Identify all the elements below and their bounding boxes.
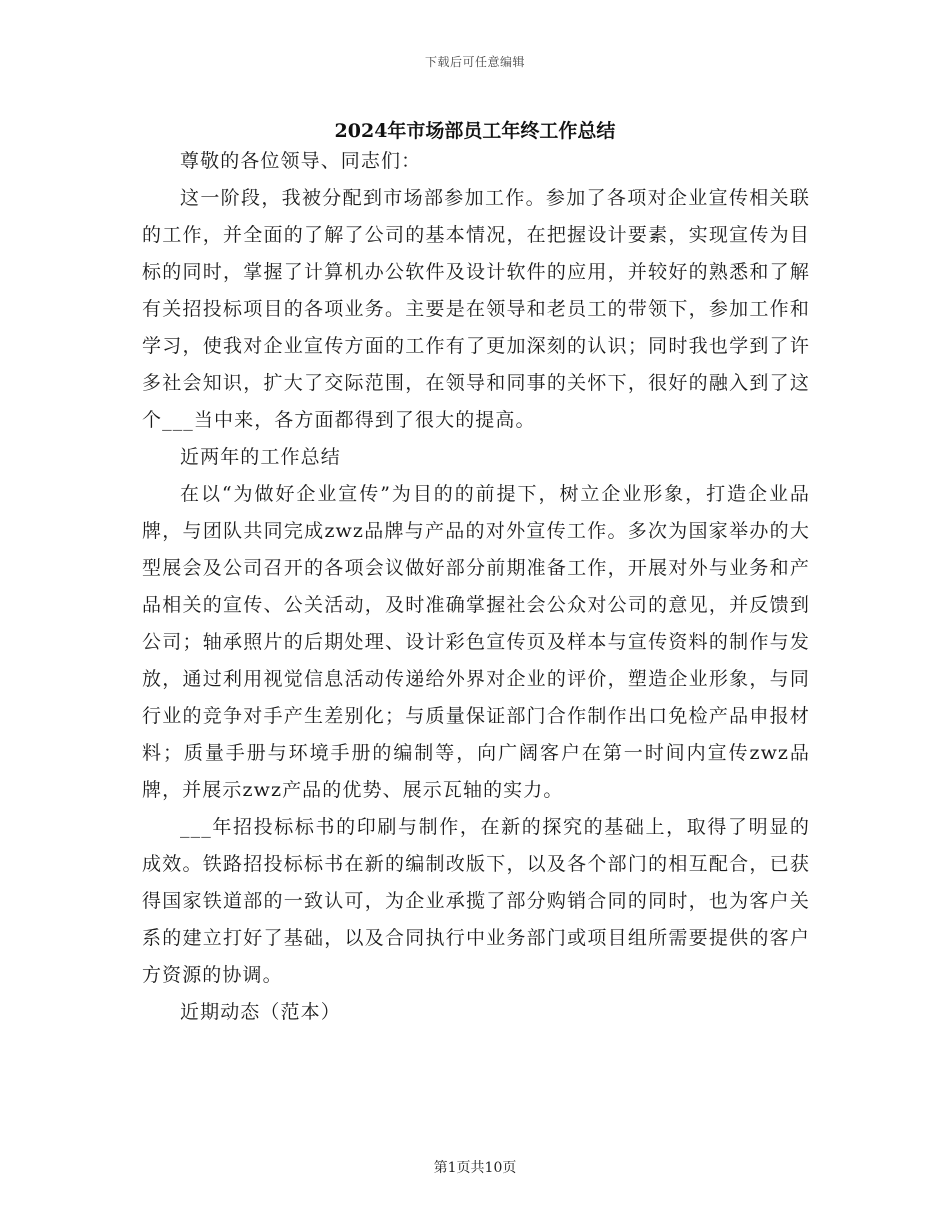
intro-paragraph: 这一阶段，我被分配到市场部参加工作。参加了各项对企业宣传相关联的工作，并全面的了解了公司的基本情况，在把握设计要素，实现宣传为目标的同时，掌握了计算机办公软件及设计软件的应用，并较好的熟悉和了解有关招投标项目的各项业务。主要是在领导和老员工的带领下，参加工作和学习，使我对企业宣传方面的工作有了更加深刻的认识；同时我也学到了许多社会知识，扩大了交际范围，在领导和同事的关怀下，很好的融入到了这个___当中来，各方面都得到了很大的提高。 (142, 187, 810, 431)
bidding-paragraph: ___年招投标标书的印刷与制作，在新的探究的基础上，取得了明显的成效。铁路招投标标书在新的编制改版下，以及各个部门的相互配合，已获得国家铁道部的一致认可，为企业承揽了部分购销合同的同时，也为客户关系的建立打好了基础，以及合同执行中业务部门或项目组所需要提供的客户方资源的协调。 (142, 816, 810, 986)
section-heading-summary: 近两年的工作总结 (180, 446, 341, 468)
salutation-paragraph: 尊敬的各位领导、同志们： (180, 150, 422, 172)
document-body (142, 143, 810, 1031)
section-heading-recent: 近期动态（范本） (180, 1001, 341, 1023)
document-title: 2024年市场部员工年终工作总结 (334, 120, 616, 142)
header-note: 下载后可任意编辑 (424, 55, 525, 69)
summary-paragraph: 在以“为做好企业宣传”为目的的前提下，树立企业形象，打造企业品牌，与团队共同完成zwz品牌与产品的对外宣传工作。多次为国家举办的大型展会及公司召开的各项会议做好部分前期准备工作，开展对外与业务和产品相关的宣传、公关活动，及时准确掌握社会公众对公司的意见，并反馈到公司；轴承照片的后期处理、设计彩色宣传页及样本与宣传资料的制作与发放，通过利用视觉信息活动传递给外界对企业的评价，塑造企业形象，与同行业的竞争对手产生差别化；与质量保证部门合作制作出口免检产品申报材料；质量手册与环境手册的编制等，向广阔客户在第一时间内宣传zwz品牌，并展示zwz产品的优势、展示瓦轴的实力。 (142, 483, 810, 801)
page-number-footer: 第1页共10页 (433, 1160, 517, 1176)
